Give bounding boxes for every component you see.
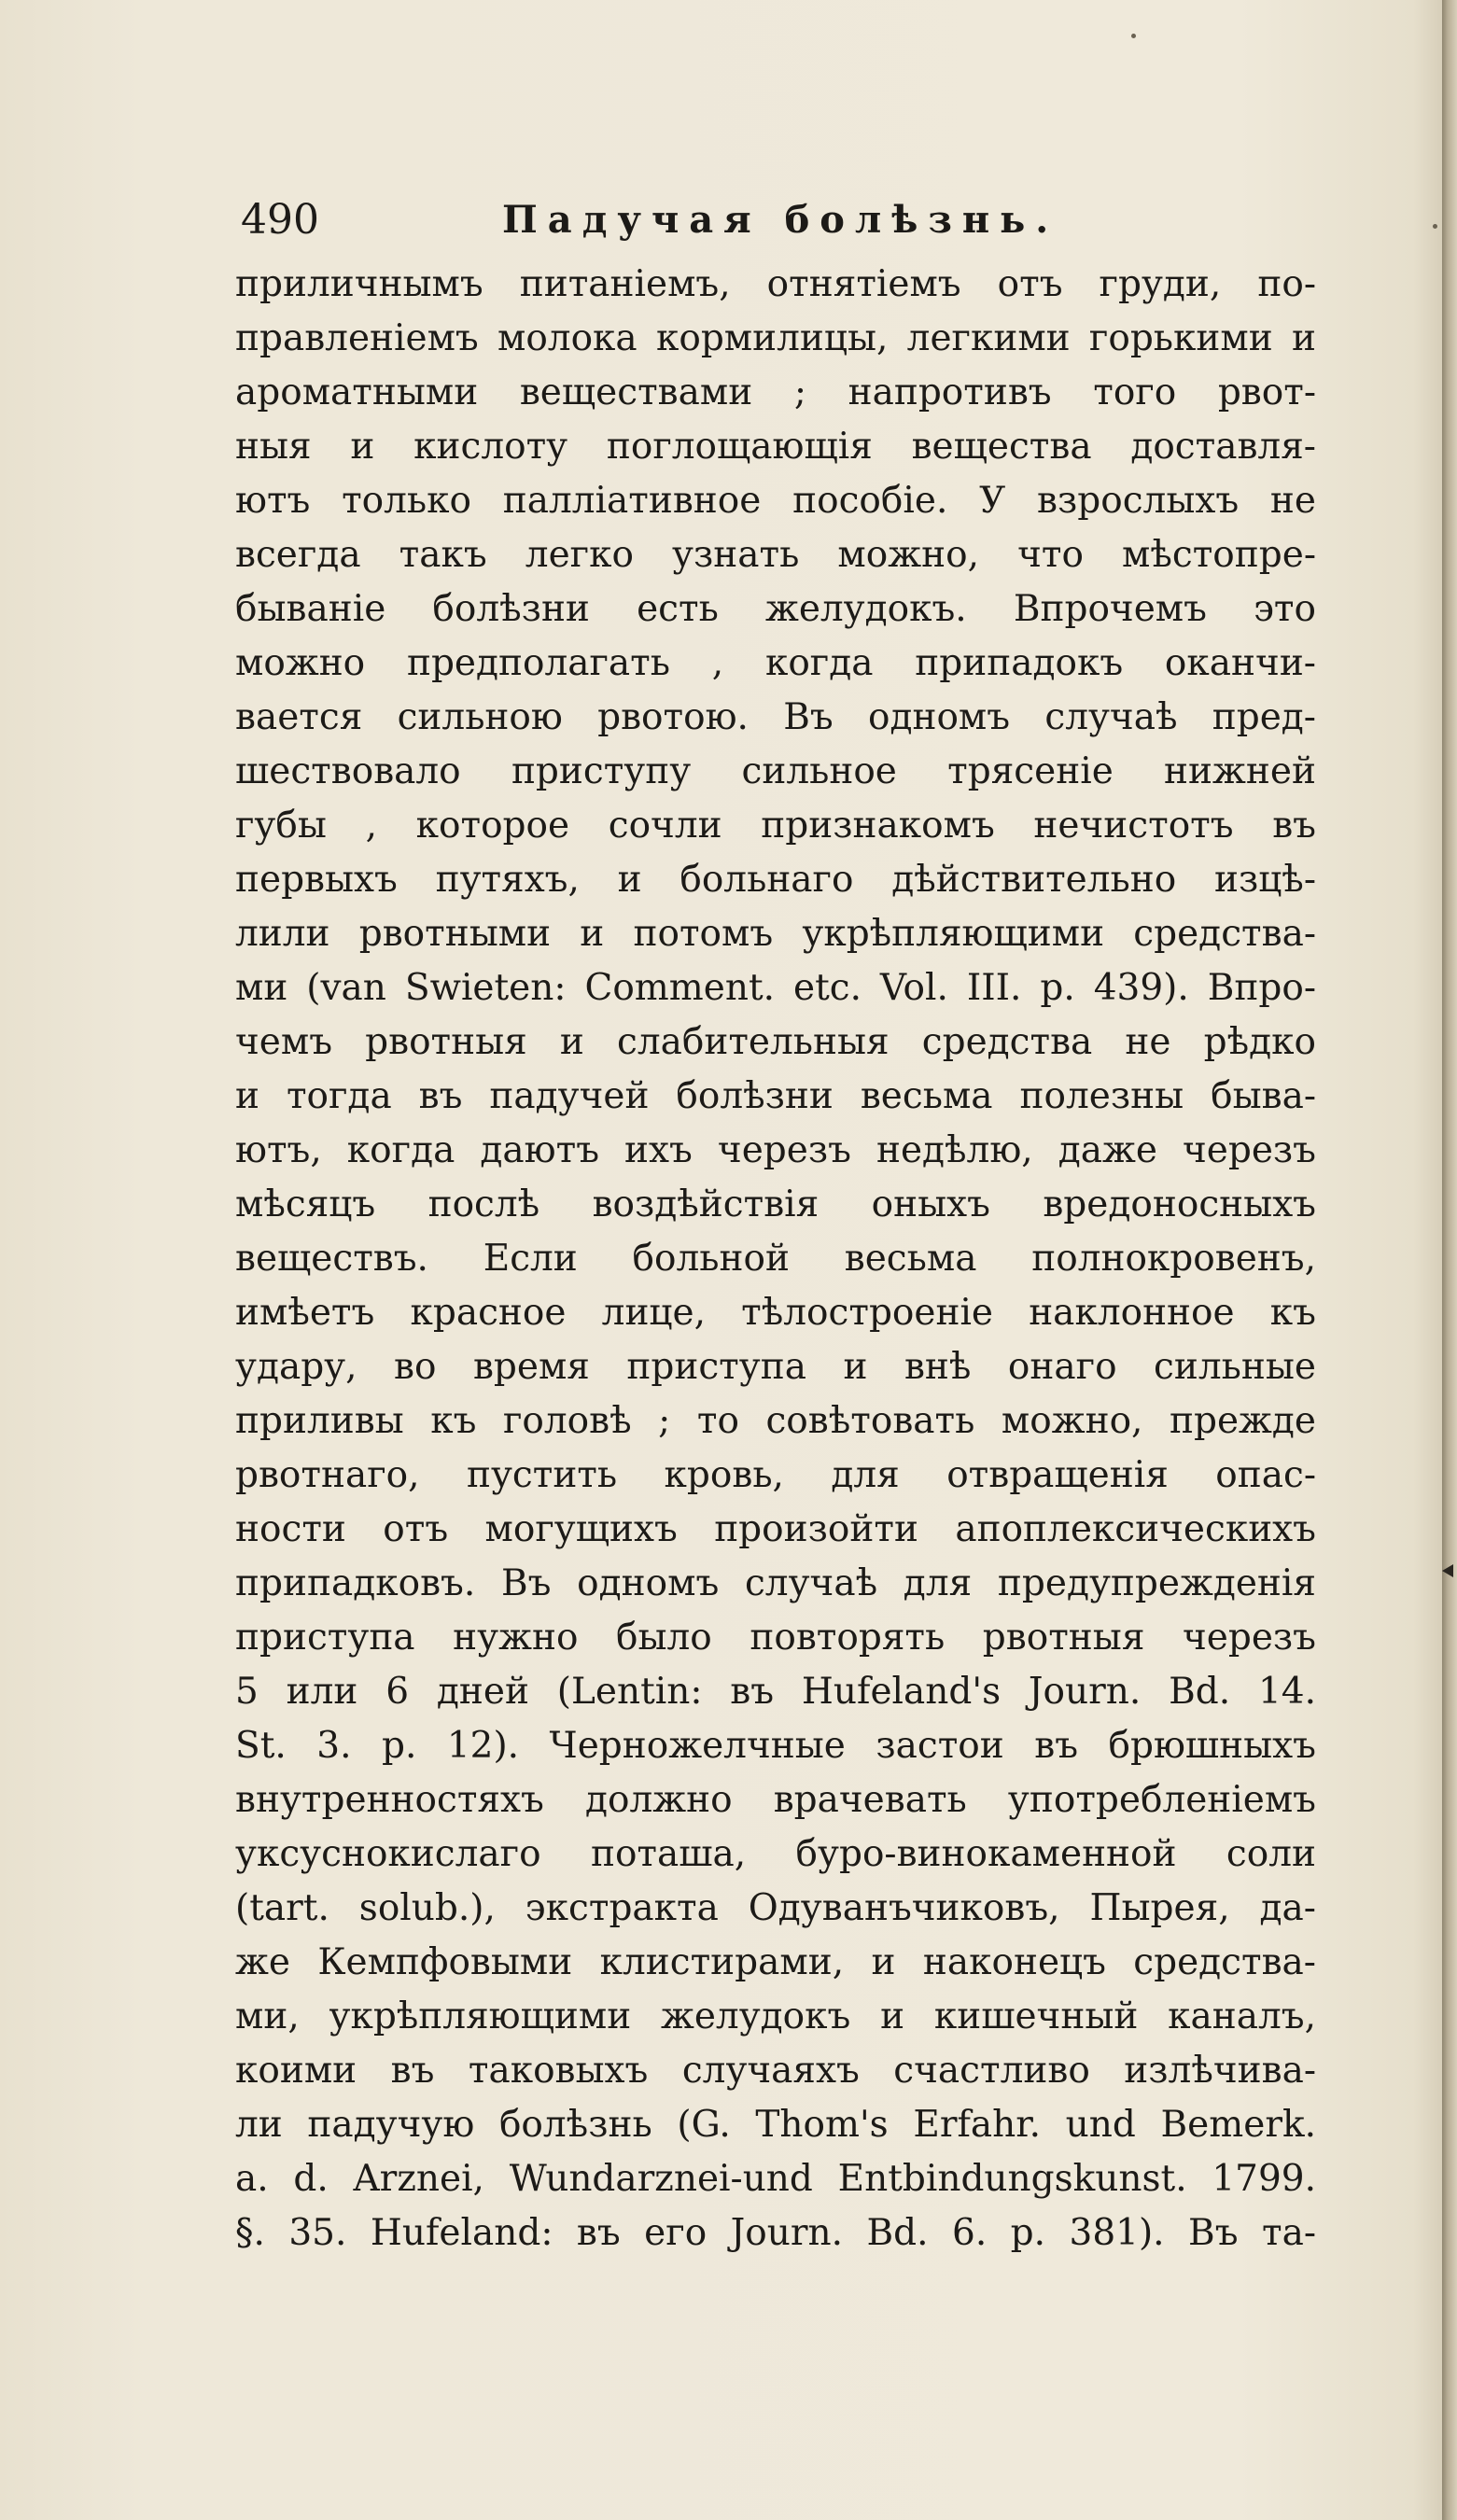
text-line: шествовало приступу сильное трясеніе нижней bbox=[235, 750, 1316, 792]
page-number: 490 bbox=[241, 196, 319, 244]
text-line: же Кемпфовыми клистирами, и наконецъ средства- bbox=[235, 1941, 1316, 1983]
text-line: §. 35. Hufeland: въ его Journ. Bd. 6. p. 381). Въ та- bbox=[235, 2212, 1316, 2254]
text-line: можно предполагать , когда припадокъ оканчи- bbox=[235, 642, 1316, 684]
text-line: всегда такъ легко узнать можно, что мѣстопре- bbox=[235, 534, 1316, 576]
text-line: ми (van Swieten: Comment. etc. Vol. III. p. 439). Впро- bbox=[235, 967, 1316, 1009]
text-line: приступа нужно было повторять рвотныя черезъ bbox=[235, 1617, 1316, 1659]
text-line: ности отъ могущихъ произойти апоплексическихъ bbox=[235, 1508, 1316, 1550]
page-edge-shadow bbox=[1442, 0, 1457, 2520]
text-line: St. 3. p. 12). Черножелчные застои въ брюшныхъ bbox=[235, 1725, 1316, 1767]
text-line: губы , которое сочли признакомъ нечистотъ въ bbox=[235, 805, 1316, 847]
text-line: 5 или 6 дней (Lentin: въ Hufeland's Journ. Bd. 14. bbox=[235, 1671, 1316, 1713]
paper-speck bbox=[1131, 34, 1136, 38]
body-text bbox=[235, 258, 1316, 2261]
text-line: внутренностяхъ должно врачевать употребленіемъ bbox=[235, 1779, 1316, 1821]
text-line: вается сильною рвотою. Въ одномъ случаѣ пред- bbox=[235, 696, 1316, 738]
text-line: припадковъ. Въ одномъ случаѣ для предупрежденія bbox=[235, 1562, 1316, 1604]
text-line: приличнымъ питаніемъ, отнятіемъ отъ груди, по- bbox=[235, 263, 1316, 305]
text-line: ютъ, когда даютъ ихъ черезъ недѣлю, даже черезъ bbox=[235, 1129, 1316, 1171]
text-line: ми, укрѣпляющими желудокъ и кишечный каналъ, bbox=[235, 1995, 1316, 2037]
text-line: (tart. solub.), экстракта Одуванъчиковъ, Пырея, да- bbox=[235, 1887, 1316, 1929]
text-line: веществъ. Если больной весьма полнокровенъ, bbox=[235, 1238, 1316, 1280]
paper-speck bbox=[1433, 224, 1437, 229]
text-line: имѣетъ красное лице, тѣлостроеніе наклонное къ bbox=[235, 1292, 1316, 1334]
text-line: правленіемъ молока кормилицы, легкими горькими и bbox=[235, 317, 1316, 359]
text-line: a. d. Arznei, Wundarznei-und Entbindungskunst. 1799. bbox=[235, 2158, 1316, 2200]
text-line: приливы къ головѣ ; то совѣтовать можно, прежде bbox=[235, 1400, 1316, 1442]
text-line: бываніе болѣзни есть желудокъ. Впрочемъ это bbox=[235, 588, 1316, 630]
text-line: удару, во время приступа и внѣ онаго сильные bbox=[235, 1346, 1316, 1388]
text-line: уксуснокислаго поташа, буро-винокаменной соли bbox=[235, 1833, 1316, 1875]
text-line: ныя и кислоту поглощающія вещества доставля- bbox=[235, 426, 1316, 468]
text-line: лили рвотными и потомъ укрѣпляющими средства- bbox=[235, 913, 1316, 955]
text-line: ароматными веществами ; напротивъ того рвот- bbox=[235, 371, 1316, 413]
margin-mark bbox=[1442, 1564, 1453, 1577]
text-line: первыхъ путяхъ, и больнаго дѣйствительно изцѣ- bbox=[235, 859, 1316, 901]
text-line: чемъ рвотныя и слабительныя средства не рѣдко bbox=[235, 1021, 1316, 1063]
text-line: рвотнаго, пустить кровь, для отвращенія опас- bbox=[235, 1454, 1316, 1496]
text-line: мѣсяцъ послѣ воздѣйствія оныхъ вредоносныхъ bbox=[235, 1183, 1316, 1225]
page-header bbox=[241, 192, 1314, 248]
text-line: и тогда въ падучей болѣзни весьма полезны быва- bbox=[235, 1075, 1316, 1117]
text-line: ли падучую болѣзнь (G. Thom's Erfahr. und Bemerk. bbox=[235, 2104, 1316, 2146]
text-line: ютъ только палліативное пособіе. У взрослыхъ не bbox=[235, 480, 1316, 522]
text-line: коими въ таковыхъ случаяхъ счастливо излѣчива- bbox=[235, 2050, 1316, 2092]
running-title: Падучая болѣзнь. bbox=[502, 198, 1059, 242]
